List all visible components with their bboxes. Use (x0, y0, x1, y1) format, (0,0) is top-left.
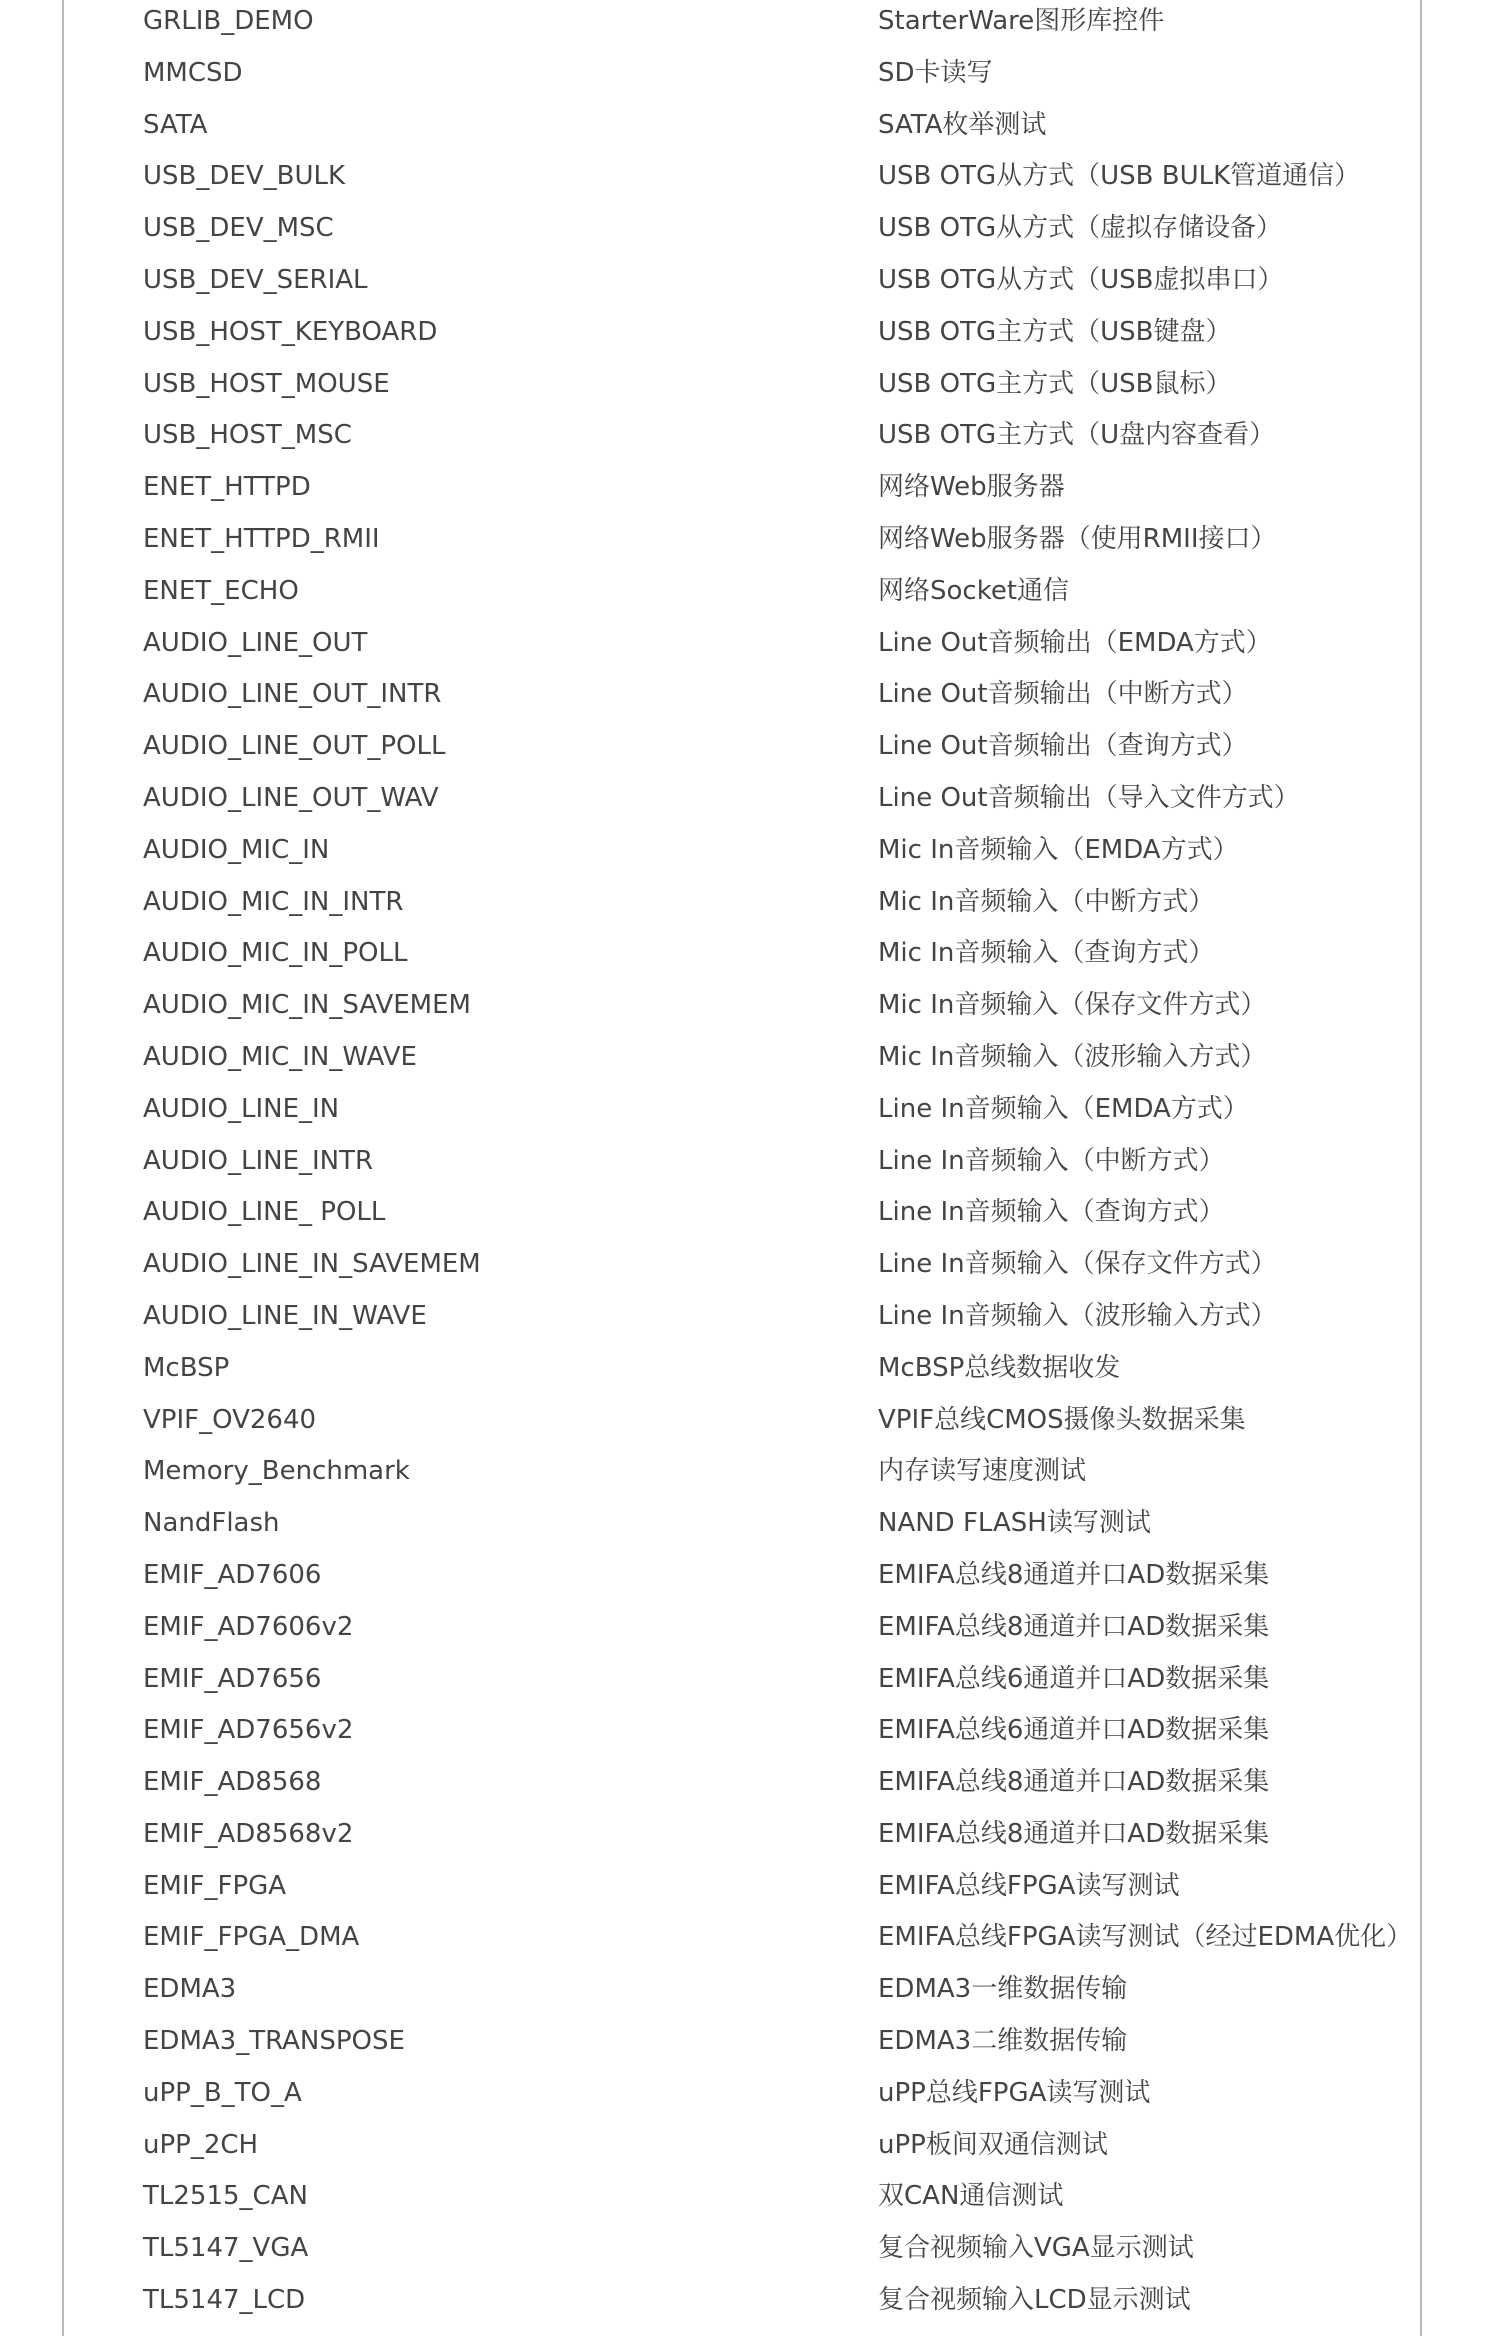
table-row (64, 1809, 1420, 1861)
example-name: USB_DEV_BULK (143, 161, 346, 192)
example-description: EMIFA总线FPGA读写测试（经过EDMA优化） (878, 1922, 1413, 1953)
example-name: EMIF_AD7606 (143, 1559, 322, 1590)
example-name: EMIF_AD8568v2 (143, 1818, 354, 1849)
example-name: GRLIB_DEMO (143, 6, 314, 36)
example-description: EDMA3一维数据传输 (878, 1974, 1128, 2005)
example-description: uPP板间双通信测试 (878, 2129, 1108, 2160)
example-description: EMIFA总线8通道并口AD数据采集 (878, 1559, 1270, 1590)
example-name: ENET_HTTPD (143, 472, 311, 503)
table-row (64, 1395, 1420, 1447)
example-description: uPP总线FPGA读写测试 (878, 2077, 1151, 2108)
table-row (64, 877, 1420, 929)
example-description: Line In音频输入（查询方式） (878, 1197, 1225, 1228)
example-description: Mic In音频输入（保存文件方式） (878, 990, 1267, 1021)
example-description: Mic In音频输入（中断方式） (878, 886, 1215, 917)
table-row (64, 1291, 1420, 1343)
example-description: EMIFA总线8通道并口AD数据采集 (878, 1767, 1270, 1798)
example-name: USB_HOST_MSC (143, 420, 352, 451)
example-description: 网络Web服务器 (878, 472, 1065, 503)
example-name: AUDIO_LINE_ POLL (143, 1197, 386, 1228)
page-frame (62, 0, 1422, 2336)
example-name: NandFlash (143, 1508, 280, 1539)
table-row (64, 1550, 1420, 1602)
example-description: 网络Socket通信 (878, 575, 1070, 606)
table-row (64, 773, 1420, 825)
example-description: SATA枚举测试 (878, 109, 1047, 140)
table-row (64, 0, 1420, 48)
example-description: USB OTG从方式（USB虚拟串口） (878, 264, 1284, 295)
example-name: AUDIO_LINE_OUT (143, 627, 368, 658)
example-name: TL5147_VGA (143, 2233, 309, 2264)
table-row (64, 1861, 1420, 1913)
example-description: USB OTG主方式（USB鼠标） (878, 368, 1232, 399)
example-description: Line Out音频输出（导入文件方式） (878, 782, 1300, 813)
example-name: USB_HOST_KEYBOARD (143, 316, 438, 347)
table-row (64, 1964, 1420, 2016)
table-row (64, 1705, 1420, 1757)
table-row (64, 514, 1420, 566)
example-description: Line Out音频输出（EMDA方式） (878, 627, 1272, 658)
example-description: EMIFA总线8通道并口AD数据采集 (878, 1818, 1270, 1849)
example-name: VPIF_OV2640 (143, 1404, 317, 1435)
example-description: Line In音频输入（EMDA方式） (878, 1093, 1249, 1124)
table-row (64, 462, 1420, 514)
table-row (64, 2171, 1420, 2223)
example-name: EMIF_FPGA (143, 1870, 287, 1901)
table-row (64, 1446, 1420, 1498)
example-name: AUDIO_MIC_IN_INTR (143, 886, 404, 917)
example-name: USB_DEV_MSC (143, 213, 334, 244)
table-row (64, 203, 1420, 255)
table-row (64, 980, 1420, 1032)
example-description: Line In音频输入（波形输入方式） (878, 1300, 1277, 1331)
example-description: SD卡读写 (878, 57, 993, 88)
table-row (64, 410, 1420, 462)
example-name: EDMA3 (143, 1974, 237, 2005)
table-row (64, 1136, 1420, 1188)
example-name: AUDIO_LINE_IN (143, 1093, 340, 1124)
table-row (64, 2120, 1420, 2172)
table-row (64, 669, 1420, 721)
example-name: uPP_B_TO_A (143, 2077, 302, 2108)
table-row (64, 2016, 1420, 2068)
table-row (64, 1498, 1420, 1550)
table-row (64, 1654, 1420, 1706)
table-row (64, 359, 1420, 411)
table-row (64, 1084, 1420, 1136)
example-name: TL2515_CAN (143, 2181, 308, 2212)
example-name: AUDIO_LINE_INTR (143, 1145, 374, 1176)
example-description: VPIF总线CMOS摄像头数据采集 (878, 1404, 1246, 1435)
table-row (64, 2068, 1420, 2120)
table-row (64, 48, 1420, 100)
example-table (64, 0, 1420, 2327)
example-name: AUDIO_LINE_IN_SAVEMEM (143, 1249, 481, 1280)
example-description: EMIFA总线FPGA读写测试 (878, 1870, 1180, 1901)
example-name: AUDIO_MIC_IN_POLL (143, 938, 408, 969)
example-name: ENET_HTTPD_RMII (143, 523, 380, 554)
table-row (64, 1757, 1420, 1809)
example-description: Line In音频输入（中断方式） (878, 1145, 1225, 1176)
table-row (64, 1602, 1420, 1654)
example-name: TL5147_LCD (143, 2285, 306, 2316)
example-description: EMIFA总线8通道并口AD数据采集 (878, 1611, 1270, 1642)
table-row (64, 151, 1420, 203)
example-name: Memory_Benchmark (143, 1456, 410, 1487)
example-description: Line Out音频输出（中断方式） (878, 679, 1248, 710)
example-description: Mic In音频输入（EMDA方式） (878, 834, 1239, 865)
example-name: USB_HOST_MOUSE (143, 368, 390, 399)
example-description: Mic In音频输入（波形输入方式） (878, 1041, 1267, 1072)
table-row (64, 721, 1420, 773)
table-row (64, 825, 1420, 877)
table-row (64, 100, 1420, 152)
example-description: Line In音频输入（保存文件方式） (878, 1249, 1277, 1280)
table-row (64, 2275, 1420, 2327)
example-description: EMIFA总线6通道并口AD数据采集 (878, 1715, 1270, 1746)
table-row (64, 1239, 1420, 1291)
table-row (64, 928, 1420, 980)
example-name: EMIF_FPGA_DMA (143, 1922, 360, 1953)
example-name: EMIF_AD7656v2 (143, 1715, 354, 1746)
table-row (64, 566, 1420, 618)
example-description: 复合视频输入VGA显示测试 (878, 2233, 1194, 2264)
example-name: MMCSD (143, 57, 243, 88)
example-description: McBSP总线数据收发 (878, 1352, 1121, 1383)
table-row (64, 307, 1420, 359)
example-name: SATA (143, 109, 208, 140)
example-name: ENET_ECHO (143, 575, 299, 606)
example-name: EMIF_AD7656 (143, 1663, 322, 1694)
table-row (64, 1032, 1420, 1084)
table-row (64, 618, 1420, 670)
example-description: USB OTG从方式（虚拟存储设备） (878, 213, 1283, 244)
example-description: NAND FLASH读写测试 (878, 1508, 1151, 1539)
table-row (64, 255, 1420, 307)
example-description: EMIFA总线6通道并口AD数据采集 (878, 1663, 1270, 1694)
example-description: Mic In音频输入（查询方式） (878, 938, 1215, 969)
example-name: McBSP (143, 1352, 230, 1383)
example-description: 双CAN通信测试 (878, 2181, 1064, 2212)
example-name: AUDIO_LINE_OUT_WAV (143, 782, 439, 813)
example-description: StarterWare图形库控件 (878, 6, 1165, 36)
example-name: AUDIO_MIC_IN_SAVEMEM (143, 990, 471, 1021)
example-name: AUDIO_MIC_IN (143, 834, 330, 865)
example-name: AUDIO_LINE_OUT_POLL (143, 731, 446, 762)
example-name: AUDIO_MIC_IN_WAVE (143, 1041, 417, 1072)
example-description: 内存读写速度测试 (878, 1456, 1087, 1487)
example-name: EMIF_AD8568 (143, 1767, 322, 1798)
example-name: USB_DEV_SERIAL (143, 264, 368, 295)
table-row (64, 1912, 1420, 1964)
example-description: USB OTG主方式（U盘内容查看） (878, 420, 1276, 451)
example-description: EDMA3二维数据传输 (878, 2026, 1128, 2057)
table-row (64, 1343, 1420, 1395)
example-name: EMIF_AD7606v2 (143, 1611, 354, 1642)
example-name: EDMA3_TRANSPOSE (143, 2026, 405, 2057)
table-row (64, 2223, 1420, 2275)
example-name: uPP_2CH (143, 2129, 259, 2160)
table-row (64, 1187, 1420, 1239)
example-name: AUDIO_LINE_IN_WAVE (143, 1300, 427, 1331)
example-description: 网络Web服务器（使用RMII接口） (878, 523, 1277, 554)
example-description: 复合视频输入LCD显示测试 (878, 2285, 1191, 2316)
example-description: USB OTG主方式（USB键盘） (878, 316, 1232, 347)
example-description: Line Out音频输出（查询方式） (878, 731, 1248, 762)
example-name: AUDIO_LINE_OUT_INTR (143, 679, 442, 710)
example-description: USB OTG从方式（USB BULK管道通信） (878, 161, 1361, 192)
